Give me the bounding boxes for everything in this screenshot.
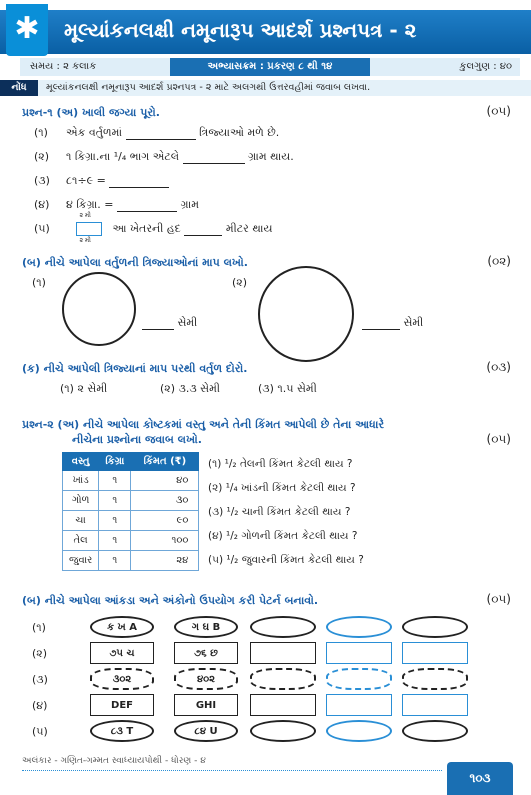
q1a-item-2: (૨) ૧ કિગ્રા.ના ¹/₄ ભાગ એટલે ગ્રામ થાય. — [34, 150, 294, 163]
pattern-blank[interactable] — [250, 616, 316, 638]
table-header: કિંમત (₹) — [131, 453, 199, 471]
note-label: નોંધ — [0, 80, 38, 96]
table-row: ખાંડ ૧ ૪૦ — [63, 471, 199, 491]
answer-blank[interactable] — [126, 128, 196, 140]
pattern-given: DEF — [90, 694, 154, 716]
q1b-title: (બ) નીચે આપેલા વર્તુળની ત્રિજ્યાઓનાં માપ લખો. — [22, 256, 248, 269]
pattern-blank[interactable] — [402, 616, 468, 638]
syllabus-label: અભ્યાસક્રમ : પ્રકરણ ૮ થી ૧૪ — [170, 58, 370, 76]
pattern-blank[interactable] — [402, 694, 468, 716]
pattern-blank[interactable] — [326, 616, 392, 638]
q1a-marks: (૦૫) — [486, 104, 511, 118]
note-text: મૂલ્યાંકનલક્ષી નમૂનારૂપ આદર્શ પ્રશ્નપત્ર - ૨ માટે અલગથી ઉત્તરવહીમાં જવાબ લખવા. — [46, 82, 371, 93]
q2a-marks: (૦૫) — [486, 432, 511, 446]
pattern-given: ૩૦૨ — [90, 668, 154, 690]
answer-blank[interactable] — [109, 176, 169, 188]
page-header — [0, 0, 531, 56]
answer-blank[interactable] — [117, 200, 177, 212]
q1a-item-5: (૫) ૨ મી ૨ મી આ ખેતરની હદ મીટર થાય — [34, 212, 273, 244]
q1c-marks: (૦૩) — [486, 360, 511, 374]
pattern-given: GHI — [174, 694, 238, 716]
q2a-question-2: (૨) ¹/₄ ખાંડની કિંમત કેટલી થાય ? — [208, 482, 356, 494]
circle-2-answer: સેમી — [362, 316, 423, 330]
pattern-given: ગ ઘ B — [174, 616, 238, 638]
q1c-title: (ક) નીચે આપેલી ત્રિજ્યાનાં માપ પરથી વર્તુળ દોરો. — [22, 362, 248, 375]
pattern-blank[interactable] — [326, 720, 392, 742]
pattern-blank[interactable] — [250, 642, 316, 664]
pattern-blank[interactable] — [402, 720, 468, 742]
q1a-item-4: (૪) ૪ કિગ્રા. = ગ્રામ — [34, 198, 200, 211]
q2a-question-4: (૪) ¹/₂ ગોળની કિંમત કેટલી થાય ? — [208, 530, 358, 542]
pattern-blank[interactable] — [250, 694, 316, 716]
circle-1-label: (૧) — [32, 276, 46, 289]
table-header: વસ્તુ — [63, 453, 99, 471]
table-row: ગોળ ૧ ૩૦ — [63, 491, 199, 511]
q2b-title: (બ) નીચે આપેલા આંકડા અને અંકોનો ઉપયોગ કરી પેટર્ન બનાવો. — [22, 594, 319, 607]
q1c-item-2: (૨) ૩.૩ સેમી — [160, 382, 221, 395]
pattern-blank[interactable] — [402, 668, 468, 690]
pattern-blank[interactable] — [326, 694, 392, 716]
page-footer — [0, 748, 531, 795]
answer-blank[interactable] — [362, 318, 400, 330]
field-rectangle-figure: ૨ મી ૨ મી — [70, 222, 106, 236]
q1b-marks: (૦૨) — [487, 254, 511, 268]
q2a-title-line2: નીચેના પ્રશ્નોના જવાબ લખો. — [72, 433, 202, 446]
pattern-given: ૮૪ U — [174, 720, 238, 742]
pattern-blank[interactable] — [326, 668, 392, 690]
footer-text: અલંકાર - ગણિત-ગમ્મત સ્વાધ્યાયપોથી - ધોરણ - ૪ — [22, 756, 206, 766]
pattern-blank[interactable] — [250, 720, 316, 742]
page-number: ૧૦૩ — [447, 762, 513, 795]
table-header-row — [63, 453, 199, 471]
meta-bar — [20, 58, 520, 76]
pattern-given: ૮૩ T — [90, 720, 154, 742]
q1a-title: પ્રશ્ન-૧ (અ) ખાલી જગ્યા પૂરો. — [22, 106, 160, 119]
pattern-blank[interactable] — [250, 668, 316, 690]
q1c-item-3: (૩) ૧.૫ સેમી — [258, 382, 317, 395]
q1c-item-1: (૧) ૨ સેમી — [60, 382, 108, 395]
circle-1 — [62, 272, 136, 346]
pattern-given: ૭૫ ચ — [90, 642, 154, 664]
pattern-given: ૪૦૨ — [174, 668, 238, 690]
q2a-question-1: (૧) ¹/₂ તેલની કિંમત કેટલી થાય ? — [208, 458, 353, 470]
table-header: કિગ્રા — [99, 453, 131, 471]
page-title: મૂલ્યાંકનલક્ષી નમૂનારૂપ આદર્શ પ્રશ્નપત્ર - ૨ — [64, 18, 417, 42]
price-table — [62, 452, 199, 571]
table-row: ચા ૧ ૯૦ — [63, 511, 199, 531]
footer-divider — [22, 770, 442, 771]
pattern-blank[interactable] — [402, 642, 468, 664]
asterisk-icon: ✱ — [6, 4, 48, 56]
q2b-marks: (૦૫) — [486, 592, 511, 606]
circle-2 — [258, 266, 354, 362]
pattern-blank[interactable] — [326, 642, 392, 664]
answer-blank[interactable] — [142, 318, 174, 330]
total-marks-label: કુલગુણ : ૪૦ — [459, 61, 512, 72]
answer-blank[interactable] — [183, 152, 245, 164]
table-row: તેલ ૧ ૧૦૦ — [63, 531, 199, 551]
circle-1-answer: સેમી — [142, 316, 197, 330]
time-label: સમય : ૨ કલાક — [30, 61, 97, 72]
circle-2-label: (૨) — [232, 276, 248, 289]
q1a-item-3: (૩) ૮૧÷૯ = — [34, 174, 169, 188]
table-row: જુવાર ૧ ૨૪ — [63, 551, 199, 571]
q2a-question-5: (૫) ¹/₂ જુવારની કિંમત કેટલી થાય ? — [208, 554, 364, 566]
q2a-question-3: (૩) ¹/₂ ચાની કિંમત કેટલી થાય ? — [208, 506, 351, 518]
note-bar — [0, 80, 531, 96]
pattern-given: ૭૬ છ — [174, 642, 238, 664]
pattern-given: ક ખ A — [90, 616, 154, 638]
q1a-item-1: (૧) એક વર્તુળમાં ત્રિજ્યાઓ મળે છે. — [34, 126, 280, 139]
answer-blank[interactable] — [184, 224, 222, 236]
q2a-title-line1: પ્રશ્ન-૨ (અ) નીચે આપેલા કોષ્ટકમાં વસ્તુ અને તેની કિંમત આપેલી છે તેના આધારે — [22, 418, 385, 431]
